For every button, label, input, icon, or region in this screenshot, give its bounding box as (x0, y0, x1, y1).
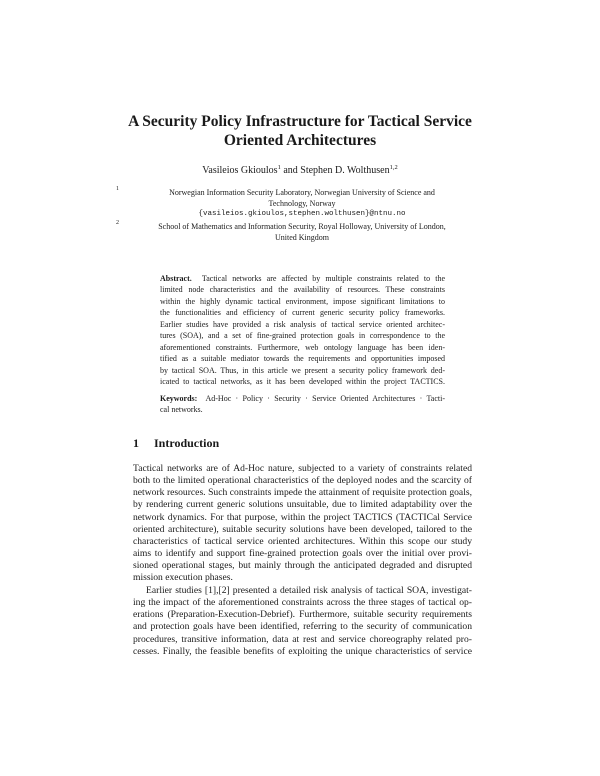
body-line: characteristics of tactical service oriented architectures. Within this scope our study (133, 535, 472, 547)
body-line: sioned operational stages, but mainly through the anticipated degraded and disrupted (133, 560, 472, 572)
body-line: erations (Preparation-Execution-Debrief). Furthermore, suitable security requirements (133, 609, 472, 621)
body-line: mission execution phases. (133, 572, 233, 584)
affiliation-1 (116, 186, 472, 220)
affiliation-line: United Kingdom (275, 233, 329, 242)
abstract (160, 273, 445, 387)
author-affiliation-mark: 1,2 (389, 164, 398, 171)
affiliation-email: {vasileios.gkioulos,stephen.wolthusen}@ntnu.no (198, 210, 406, 218)
abstract-line: by tactical SOA. Thus, in this article we present a security policy framework ded- (160, 365, 445, 375)
body-line: by rendering current generic solutions unsuitable, due to limited adaptability over the (133, 499, 472, 511)
keywords-label: Keywords: (160, 394, 198, 403)
section-number: 1 (133, 436, 139, 450)
abstract-label: Abstract. (160, 274, 192, 283)
body-line: network dynamics. For that purpose, within the project TACTICS (TACTICal Service (133, 511, 472, 523)
affiliation-2 (116, 220, 472, 243)
body-line: network resources. Such constraints impede the attainment of requisite protection goals, (133, 487, 472, 499)
paper-title-line-1: A Security Policy Infrastructure for Tactical Service (128, 113, 472, 130)
body-line: Earlier studies [1],[2] presented a detailed risk analysis of tactical SOA, investigat- (146, 585, 472, 596)
author-conjunction: and (283, 165, 298, 176)
author-name: Stephen D. Wolthusen (300, 165, 390, 176)
section-heading (133, 436, 219, 451)
body-line: procedures, transitive information, data at rest and service choreography related pro- (133, 633, 472, 645)
keywords (160, 393, 445, 416)
intro-paragraph-2 (133, 585, 472, 658)
body-line: ing the impact of the aforementioned constraints across the three stages of tactical op- (133, 597, 472, 609)
intro-paragraph-1 (133, 463, 472, 584)
abstract-line: within the highly dynamic tactical environment, impose significant limitations to (160, 296, 445, 306)
abstract-line: icated to tactical networks, as it has been developed within the project TACTICS. (160, 376, 445, 386)
affiliation-mark: 1 (116, 186, 119, 192)
body-line: cesses. Finally, the feasible benefits of exploiting the unique characteristics of service (133, 645, 472, 657)
affiliation-line: Technology, Norway (268, 199, 336, 208)
keywords-text: Ad-Hoc · Policy · Security · Service Oriented Architectures · Tacti- (205, 394, 445, 403)
section-title: Introduction (154, 436, 220, 450)
abstract-line (160, 273, 445, 284)
body-line: Tactical networks are of Ad-Hoc nature, subjected to a variety of constraints related (133, 463, 472, 474)
abstract-line: limited node characteristics and the availability of resources. These constraints (160, 285, 445, 295)
abstract-line: the functionalities and efficiency of current generic security policy frameworks. (160, 308, 445, 318)
body-line: aims to identify and support fine-grained protection goals over the initial over provi- (133, 547, 472, 559)
body-line: and protection goals have been identified, referring to the security of communication (133, 621, 472, 633)
author-affiliation-mark: 1 (277, 164, 281, 171)
abstract-text: Tactical networks are affected by multiple constraints related to the (201, 274, 445, 283)
author-list (0, 164, 600, 176)
affiliation-line: Norwegian Information Security Laboratory, Norwegian University of Science and (169, 188, 435, 197)
affiliation-line: School of Mathematics and Information Security, Royal Holloway, University of London, (158, 222, 446, 231)
affiliation-mark: 2 (116, 220, 119, 226)
paper-title-line-2: Oriented Architectures (223, 132, 377, 149)
body-line: oriented architecture), suitable security solutions have been developed, tailored to the (133, 523, 472, 535)
keywords-line (160, 393, 445, 404)
body-line: both to the limited operational characteristics of the deployed nodes and the scarcity of (133, 475, 472, 487)
author-name: Vasileios Gkioulos (202, 165, 278, 176)
abstract-line: Earlier studies have provided a risk analysis of tactical service oriented architec- (160, 319, 445, 329)
abstract-line: tified as a suitable mediator towards the requirements and opportunities imposed (160, 354, 445, 364)
abstract-line: tures (SOA), and a set of fine-grained protection goals in correspondence to the (160, 331, 445, 341)
abstract-line: aforementioned constraints. Furthermore, web ontology language has been iden- (160, 342, 445, 352)
keywords-line: cal networks. (160, 405, 203, 415)
